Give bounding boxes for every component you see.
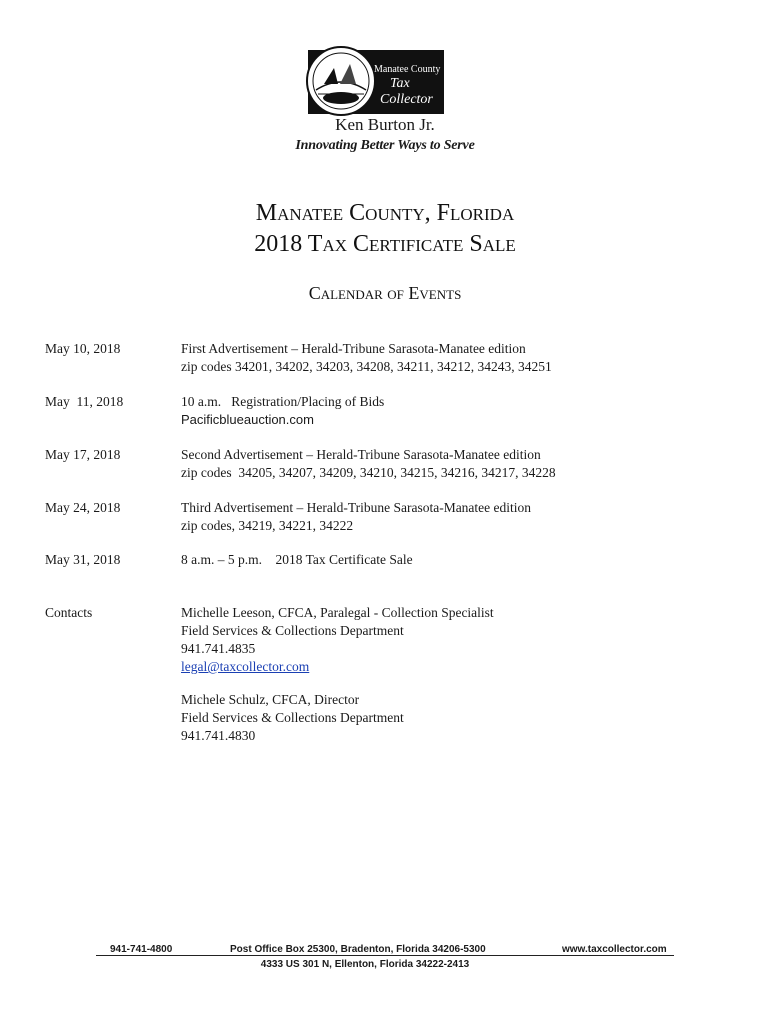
- tagline-text: Innovating Better Ways to Serve: [295, 138, 475, 153]
- contact-department: Field Services & Collections Department: [181, 710, 404, 725]
- event-date: May 31, 2018: [45, 552, 121, 567]
- contact-person-2: [181, 691, 741, 745]
- contact-phone: 941.741.4835: [181, 641, 256, 656]
- contact-department: Field Services & Collections Department: [181, 623, 404, 638]
- footer-phone: 941-741-4800: [110, 944, 173, 955]
- footer-address: 4333 US 301 N, Ellenton, Florida 34222-2413: [260, 959, 470, 970]
- contact-phone: 941.741.4830: [181, 728, 256, 743]
- title-calendar: Calendar of Events: [308, 283, 462, 303]
- event-description: [181, 446, 741, 482]
- event-line: First Advertisement – Herald-Tribune Sarasota-Manatee edition: [181, 341, 526, 356]
- footer-po-box: Post Office Box 25300, Bradenton, Florida 34206-5300: [230, 944, 486, 955]
- event-line: Pacificblueauction.com: [181, 412, 314, 427]
- tagline: [0, 138, 770, 154]
- contact-email-link[interactable]: legal@taxcollector.com: [181, 659, 310, 674]
- event-description: [181, 340, 741, 376]
- footer-website[interactable]: www.taxcollector.com: [562, 944, 667, 955]
- event-description: [181, 499, 741, 535]
- event-date: May 17, 2018: [45, 447, 121, 462]
- event-line: zip codes, 34219, 34221, 34222: [181, 518, 354, 533]
- contact-name: Michelle Leeson, CFCA, Paralegal - Collection Specialist: [181, 605, 494, 620]
- collector-name: Ken Burton Jr.: [335, 115, 435, 134]
- title-county: Manatee County, Florida: [255, 200, 515, 226]
- event-line: zip codes 34205, 34207, 34209, 34210, 34215, 34216, 34217, 34228: [181, 465, 556, 480]
- event-line: Third Advertisement – Herald-Tribune Sarasota-Manatee edition: [181, 500, 532, 515]
- event-line: zip codes 34201, 34202, 34203, 34208, 34211, 34212, 34243, 34251: [181, 359, 552, 374]
- event-date: May 11, 2018: [45, 394, 124, 409]
- seal-icon: [304, 44, 378, 118]
- title-sale: 2018 Tax Certificate Sale: [254, 231, 516, 257]
- event-line: 10 a.m. Registration/Placing of Bids: [181, 394, 385, 409]
- event-date: May 10, 2018: [45, 341, 121, 356]
- logo-text-tax: Tax: [390, 76, 410, 91]
- event-line: 8 a.m. – 5 p.m. 2018 Tax Certificate Sale: [181, 552, 413, 567]
- event-description: [181, 393, 741, 429]
- event-description: [181, 551, 741, 569]
- contact-name: Michele Schulz, CFCA, Director: [181, 692, 360, 707]
- logo-text-county: Manatee County: [374, 64, 441, 75]
- footer-rule: [96, 955, 674, 956]
- event-line: Second Advertisement – Herald-Tribune Sarasota-Manatee edition: [181, 447, 541, 462]
- event-date: May 24, 2018: [45, 500, 121, 515]
- contacts-label: Contacts: [45, 605, 93, 620]
- tax-collector-logo: [308, 50, 444, 114]
- logo-text-collector: Collector: [380, 92, 433, 107]
- contact-person-1: [181, 604, 741, 676]
